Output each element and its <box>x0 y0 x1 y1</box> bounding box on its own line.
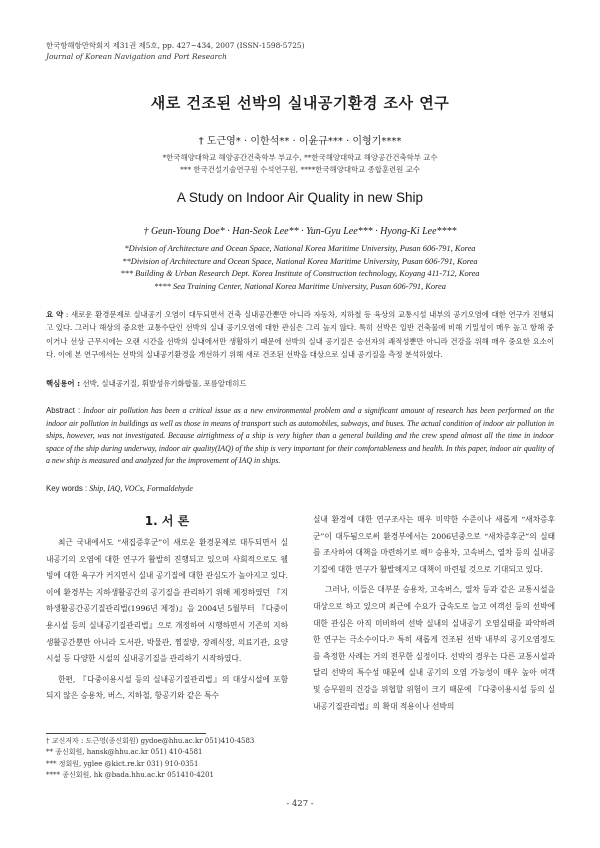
body-column-left <box>46 535 288 705</box>
section-heading-introduction: 1. 서 론 <box>144 514 190 528</box>
authors-ko: † 도근영* · 이한석** · 이윤규*** · 이형기**** <box>198 136 402 147</box>
footnote: ** 종신회원, hansk@hhu.ac.kr 051) 410-4581 <box>46 748 203 757</box>
body-paragraph: 최근 국내에서도 “새집증후군”이 새로운 환경문제로 대두되면서 실내공기의 오염에 대한 연구가 활발히 진행되고 있으며 사회적으로도 웰빙에 대한 욕구가 커지면서 실내 공기질에 대한 관심도가 높아지고 있다. 이에 환경부는 지하생활공간의 공기질을 관리하기 위해 제정하였던 『지하생활공간공기질관리법(1996년 제정)』을 2004년 5월부터 『다중이용시설 등의 실내공기질관리법』으로 개정하여 시행하면서 기존의 지하생활공간뿐만 아니라 도서관, 박물관, 찜질방, 장례식장, 의료기관, 요양시설 등 다양한 시설의 실내공기질을 관리하기 시작하였다. <box>46 538 288 664</box>
abstract-ko-label: 요 약 <box>46 310 64 319</box>
affiliations-ko <box>0 152 600 176</box>
authors-en: † Geun-Young Doe* · Han-Seok Lee** · Yun-Gyu Lee*** · Hyong-Ki Lee**** <box>143 226 457 237</box>
footnote: *** 정회원, yglee @kict.re.kr 031) 910-0351 <box>46 759 199 768</box>
abstract-en-label: Abstract : <box>46 406 81 415</box>
affiliation-ko-line: *한국해양대학교 해양공간건축학부 부교수, **한국해양대학교 해양공간건축학부 교수 <box>162 153 438 162</box>
affiliation-en-line: *** Building & Urban Research Dept. Korea Institute of Construction technology, Koyang 411-712, Korea <box>120 269 480 278</box>
body-paragraph: 한편, 『다중이용시설 등의 실내공기질관리법』의 대상시설에 포함되지 않은 승용차, 버스, 지하철, 항공기와 같은 특수 <box>46 674 288 701</box>
body-paragraph: 실내 환경에 대한 연구조사는 매우 미약한 수준이나 새롭게 “새차증후군”이 대두됨으로써 환경부에서는 2006년중으로 “새차증후군”의 실태를 조사하여 대책을 마련하기로 해¹⁾ 승용차, 고속버스, 열차 등의 실내공기질에 대한 연구가 활발해지고 대책이 마련될 것으로 기대되고 있다. <box>313 515 555 574</box>
journal-name-en: Journal of Korean Navigation and Port Research <box>46 52 227 61</box>
journal-citation: 한국항해항만학회지 제31권 제5호, pp. 427~434, 2007 (ISSN-1598-5725) <box>46 41 305 50</box>
footnote-divider <box>46 733 206 734</box>
footnotes <box>46 736 254 782</box>
body-paragraph: 그러나, 이들은 대부분 승용차, 고속버스, 열차 등과 같은 교통시설을 대상으로 하고 있으며 최근에 수요가 급속도로 늘고 여객선 등의 선박에 대한 관심은 아직 미비하여 선박 실내의 실내공기 오염실태를 파악하려한 연구는 극소수이다.²⁾ 특히 새롭게 건조된 선박 내부의 공기오염정도를 측정한 사례는 거의 전무한 실정이다. 선박의 경우는 다른 교통시설과 달리 선박의 특수성 때문에 실내 공기의 오염 가능성이 매우 높아 여객 및 승무원의 건강을 위협할 위험이 크기 때문에 『다중이용시설 등의 실내공기질관리법』의 확대 적용이나 선박의 <box>313 585 555 711</box>
keywords-ko <box>46 378 554 390</box>
abstract-ko <box>46 308 554 362</box>
abstract-ko-text: : 새로운 환경문제로 실내공기 오염이 대두되면서 건축 실내공간뿐만 아니라 자동차, 지하철 등 육상의 교통시설 내부의 공기오염에 대한 연구가 진행되고 있다. 그러나 해상의 중요한 교통수단인 선박의 실내 공기오염에 대한 관심은 그리 높지 않다. 특히 선박은 일반 건축물에 비해 기밀성이 매우 높고 항해 중이거나 선상 근무시에는 오랜 시간을 선박의 실내에서만 생활하기 때문에 선박의 실내 공기질은 승선자의 쾌적성뿐만 아니라 건강을 위해 매우 중요한 요소이다. 이에 본 연구에서는 선박의 실내공기환경을 개선하기 위해 새로 건조된 선박을 대상으로 실내 공기질을 측정 분석하였다. <box>46 310 555 360</box>
journal-header <box>46 40 305 62</box>
paper-title-ko: 새로 건조된 선박의 실내공기환경 조사 연구 <box>150 94 450 112</box>
affiliation-en-line: **** Sea Training Center, National Korea Maritime University, Pusan 606-791, Korea <box>154 281 446 291</box>
page-number: - 427 - <box>286 799 314 809</box>
abstract-en <box>46 405 554 468</box>
keywords-en-text: Ship, IAQ, VOCs, Formaldehyde <box>89 484 193 493</box>
footnote: **** 종신회원, hk @bada.hhu.ac.kr 051410-4201 <box>46 771 215 780</box>
footnote: † 교신저자 : 도근영(종신회원) gydoe@hhu.ac.kr 051)410-4583 <box>46 737 255 745</box>
affiliation-en-line: **Division of Architecture and Ocean Space, National Korea Maritime University, Pusan 606-791, Korea <box>122 256 478 266</box>
keywords-en <box>46 483 554 495</box>
keywords-ko-text: 선박, 실내공기질, 휘발성유기화합물, 포름알데히드 <box>82 379 247 388</box>
keywords-ko-label: 핵심용어 : <box>46 379 81 388</box>
affiliation-ko-line: *** 한국건설기술연구원 수석연구원, ****한국해양대학교 종합훈련원 교수 <box>180 165 420 174</box>
affiliations-en <box>0 243 600 293</box>
keywords-en-label: Key words : <box>46 484 88 493</box>
abstract-en-text: Indoor air pollution has been a critical issue as a new environmental problem and a significant amount of research has been performed on the indoor air pollution in buildings as well as those in means of transport such as automobiles, subways, and buses. The actual condition of indoor air pollution in ships, however, was not investigated. Because airtightness of a ship is very higher than a general building and the crew spend almost all the time in indoor space of the ship during underway, indoor air quality(IAQ) of the ship is very important for their comfortableness and health. In this paper, indoor air quality of a new ship is measured and analyzed for the improvement of IAQ in ships. <box>46 406 554 465</box>
affiliation-en-line: *Division of Architecture and Ocean Space, National Korea Maritime University, Pusan 606-791, Korea <box>124 244 476 253</box>
body-column-right <box>313 512 555 715</box>
paper-title-en: A Study on Indoor Air Quality in new Ship <box>176 190 424 205</box>
